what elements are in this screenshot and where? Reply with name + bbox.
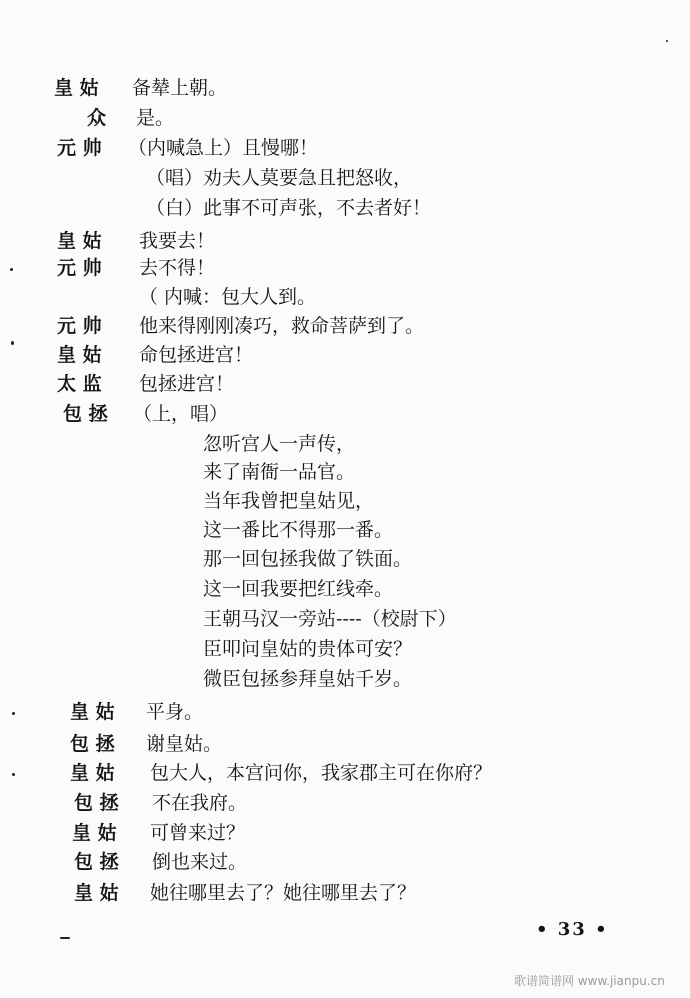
dialogue-text: 备辇上朝。 <box>132 77 228 99</box>
verse-text: 这一回我要把红线牵。 <box>203 578 394 600</box>
dialogue-text: 包大人，本宫问你，我家郡主可在你府？ <box>150 762 493 784</box>
dialogue-text: （白）此事不可声张，不去者好！ <box>146 197 432 219</box>
dialogue-text: 倒也来过。 <box>152 851 248 873</box>
speaker-name: 皇 姑 <box>70 762 115 784</box>
page-number: • 33 • <box>536 919 609 940</box>
speaker-name: 包 拯 <box>74 851 119 873</box>
verse-text: 这一番比不得那一番。 <box>203 519 394 541</box>
verse-text: 来了南衙一品官。 <box>203 461 356 483</box>
scan-speck <box>666 40 668 42</box>
scan-speck <box>60 937 70 939</box>
dialogue-text: （唱）劝夫人莫要急且把怒收， <box>146 167 413 189</box>
verse-text: 忽听宫人一声传， <box>203 433 356 455</box>
speaker-name: 包 拯 <box>70 733 115 755</box>
dialogue-text: （ 内喊：包大人到。 <box>139 286 317 308</box>
speaker-name: 皇 姑 <box>57 230 102 252</box>
speaker-name: 皇 姑 <box>57 344 102 366</box>
dialogue-text: 平身。 <box>146 701 204 723</box>
verse-text: 那一回包拯我做了铁面。 <box>203 548 413 570</box>
speaker-name: 皇 姑 <box>72 822 117 844</box>
speaker-name: 皇 姑 <box>74 882 119 904</box>
verse-text: 臣叩问皇姑的贵体可安？ <box>203 638 413 660</box>
scan-speck <box>10 268 13 271</box>
speaker-name: 元 帅 <box>57 257 102 279</box>
scan-speck <box>11 341 14 345</box>
dialogue-text: （上，唱） <box>133 403 229 425</box>
site-watermark: 歌谱简谱网 www.jianpu.cn <box>514 974 665 988</box>
verse-text: 王朝马汉一旁站----（校尉下） <box>203 608 457 630</box>
speaker-name: 包 拯 <box>74 792 119 814</box>
verse-text: 当年我曾把皇姑见， <box>203 490 375 512</box>
speaker-name: 包 拯 <box>63 403 108 425</box>
dialogue-text: 不在我府。 <box>152 792 248 814</box>
dialogue-text: 去不得！ <box>139 257 216 279</box>
dialogue-text: 命包拯进宫！ <box>139 344 254 366</box>
verse-text: 微臣包拯参拜皇姑千岁。 <box>203 668 413 690</box>
dialogue-text: 是。 <box>136 107 175 129</box>
speaker-name: 众 <box>87 107 107 129</box>
scan-speck <box>12 712 15 715</box>
scan-speck <box>12 773 15 776</box>
dialogue-text: 包拯进宫！ <box>139 373 235 395</box>
speaker-name: 元 帅 <box>57 315 102 337</box>
dialogue-text: 他来得刚刚凑巧，救命菩萨到了。 <box>139 315 425 337</box>
speaker-name: 皇 姑 <box>70 701 115 723</box>
dialogue-text: 可曾来过？ <box>150 822 246 844</box>
dialogue-text: 谢皇姑。 <box>146 733 223 755</box>
speaker-name: 皇 姑 <box>54 77 99 99</box>
dialogue-text: （内喊急上）且慢哪！ <box>128 137 319 159</box>
dialogue-text: 我要去！ <box>139 230 216 252</box>
speaker-name: 太 监 <box>57 373 102 395</box>
speaker-name: 元 帅 <box>57 137 102 159</box>
dialogue-text: 她往哪里去了？她往哪里去了？ <box>150 882 417 904</box>
